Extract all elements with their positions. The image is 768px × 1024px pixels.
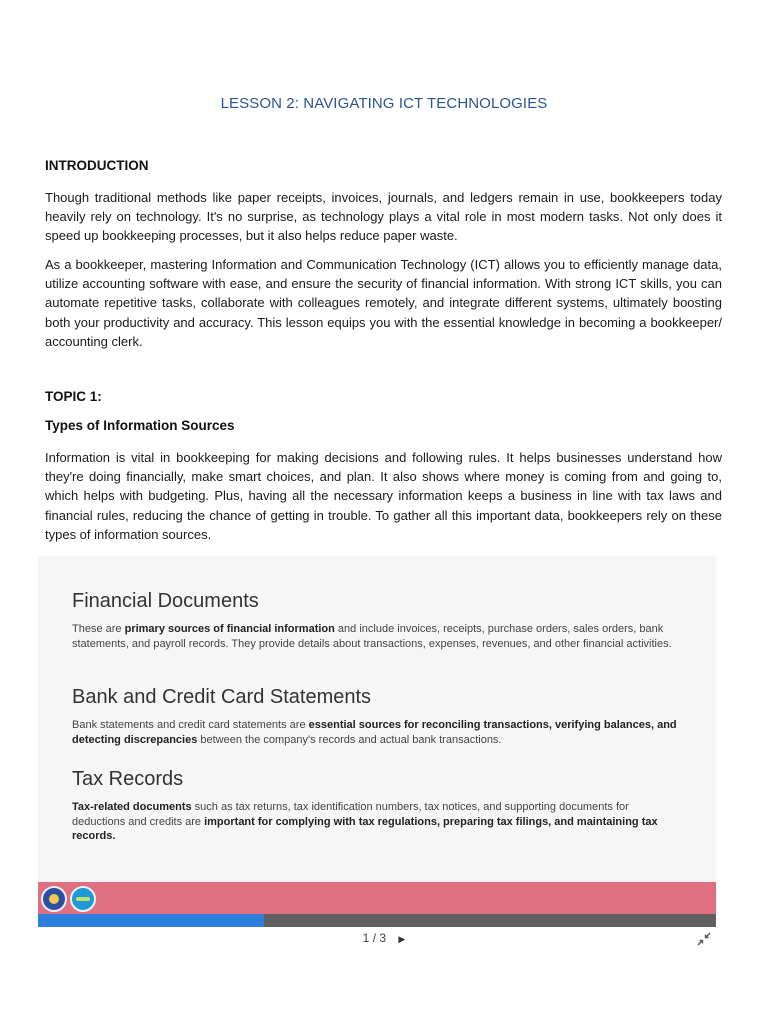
- embedded-slide[interactable]: [38, 556, 716, 882]
- slide-footer-bar: [38, 882, 716, 914]
- slide-progress-fill: [38, 914, 264, 927]
- slide-section-title: Bank and Credit Card Statements: [72, 686, 372, 708]
- intro-paragraph-2: As a bookkeeper, mastering Information and Communication Technology (ICT) allows you to efficiently manage data, utilize accounting software with ease, and ensure the security of financial information. With strong ICT skills, you can automate repetitive tasks, collaborate with colleagues remotely, and integrate different systems, ultimately boosting both your productivity and accuracy. This lesson equips you with the essential knowledge in becoming a bookkeeper/ accounting clerk.: [45, 257, 722, 349]
- topic-label: TOPIC 1:: [45, 389, 102, 404]
- topic-paragraph: Information is vital in bookkeeping for making decisions and following rules. It helps businesses understand how they're doing financially, make smart choices, and plan. It also shows where money is coming from and going to, which helps with budgeting. Plus, having all the necessary information keeps a business in line with tax laws and financial rules, reducing the chance of getting in trouble. To gather all this important data, bookkeepers rely on these types of information sources.: [45, 450, 722, 542]
- topic-title: Types of Information Sources: [45, 418, 235, 433]
- slide-section-text: Tax-related documents such as tax returns, tax identification numbers, tax notices, and supporting documents for deductions and credits are important for complying with tax regulations, preparing tax filings, and maintaining tax records.: [72, 801, 658, 843]
- slide-progress-bar[interactable]: [38, 914, 716, 927]
- slide-section-title: Financial Documents: [72, 590, 259, 612]
- slide-section-bank-statements: [72, 686, 682, 747]
- slide-section-title: Tax Records: [72, 768, 184, 790]
- play-right-icon[interactable]: ▶: [398, 934, 406, 944]
- slide-section-tax-records: [72, 768, 682, 844]
- current-page: 1: [362, 931, 370, 945]
- page-navigator: [0, 931, 768, 945]
- total-pages: 3: [379, 931, 387, 945]
- intro-paragraph-1: Though traditional methods like paper receipts, invoices, journals, and ledgers remain in use, bookkeepers today heavily rely on technology. It's no surprise, as technology plays a vital role in most modern tasks. Not only does it speed up bookkeeping processes, but it also helps reduce paper waste.: [45, 190, 722, 244]
- slide-section-text: These are primary sources of financial information and include invoices, receipts, purchase orders, sales orders, bank statements, and payroll records. They provide details about transactions, expenses, revenues, and other financial activities.: [72, 623, 672, 650]
- slide-section-financial-documents: [72, 590, 682, 651]
- lesson-title: LESSON 2: NAVIGATING ICT TECHNOLOGIES: [220, 95, 548, 112]
- program-logo: [70, 886, 96, 912]
- page-separator: /: [372, 931, 377, 945]
- slide-section-text: Bank statements and credit card statements are essential sources for reconciling transactions, verifying balances, and detecting discrepancies between the company's records and actual bank transactions.: [72, 719, 677, 746]
- deped-seal-logo: [41, 886, 67, 912]
- introduction-heading: INTRODUCTION: [45, 158, 149, 173]
- collapse-arrows-icon[interactable]: [697, 932, 711, 946]
